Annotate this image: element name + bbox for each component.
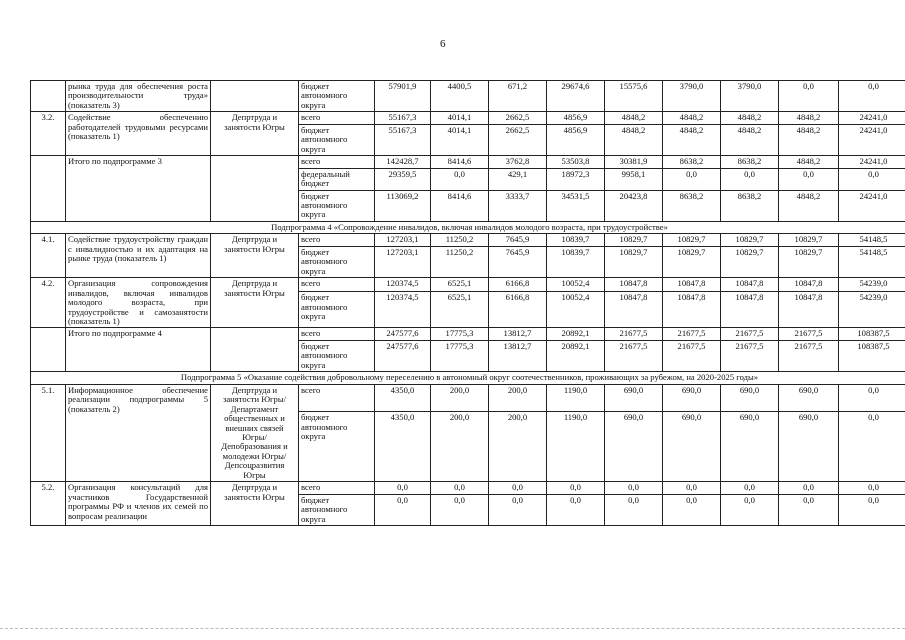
amount-cell: 0,0: [605, 482, 663, 494]
responsible-party: Депртруда и занятости Югры: [211, 112, 299, 156]
table-row: [31, 278, 905, 292]
table-row: [31, 384, 905, 412]
amount-cell: 10847,8: [605, 278, 663, 292]
amount-cell: 4848,2: [605, 124, 663, 155]
amount-cell: 3790,0: [721, 81, 779, 112]
amount-cell: 200,0: [431, 412, 489, 482]
amount-cell: 7645,9: [489, 246, 547, 277]
amount-cell: 17775,3: [431, 340, 489, 371]
page-number: 6: [440, 38, 446, 50]
amount-cell: 108387,5: [839, 340, 905, 371]
amount-cell: 17775,3: [431, 328, 489, 340]
amount-cell: 690,0: [721, 412, 779, 482]
amount-cell: 21677,5: [721, 328, 779, 340]
amount-cell: 4848,2: [663, 112, 721, 124]
amount-cell: 0,0: [779, 482, 839, 494]
amount-cell: 690,0: [779, 384, 839, 412]
table-row: [31, 328, 905, 340]
funding-source: всего: [299, 384, 375, 412]
responsible-party: Депртруда и занятости Югры: [211, 234, 299, 278]
amount-cell: 55167,3: [375, 124, 431, 155]
amount-cell: 120374,5: [375, 278, 431, 292]
amount-cell: 21677,5: [605, 340, 663, 371]
amount-cell: 21677,5: [779, 328, 839, 340]
amount-cell: 0,0: [489, 494, 547, 525]
responsible-party: [211, 328, 299, 372]
item-number: 4.1.: [31, 234, 66, 278]
amount-cell: 0,0: [839, 412, 905, 482]
amount-cell: 10847,8: [605, 292, 663, 328]
amount-cell: 0,0: [489, 482, 547, 494]
funding-source: всего: [299, 234, 375, 246]
amount-cell: 34531,5: [547, 190, 605, 221]
amount-cell: 0,0: [839, 81, 905, 112]
amount-cell: 10829,7: [605, 246, 663, 277]
funding-source: всего: [299, 156, 375, 168]
item-number: 4.2.: [31, 278, 66, 328]
amount-cell: 8414,6: [431, 190, 489, 221]
amount-cell: 8638,2: [663, 156, 721, 168]
amount-cell: 3762,8: [489, 156, 547, 168]
amount-cell: 0,0: [721, 482, 779, 494]
amount-cell: 4848,2: [605, 112, 663, 124]
amount-cell: 24241,0: [839, 112, 905, 124]
amount-cell: 11250,2: [431, 246, 489, 277]
amount-cell: 4848,2: [663, 124, 721, 155]
amount-cell: 20892,1: [547, 340, 605, 371]
amount-cell: 54239,0: [839, 292, 905, 328]
amount-cell: 0,0: [779, 81, 839, 112]
budget-table: [30, 80, 905, 526]
amount-cell: 4848,2: [779, 124, 839, 155]
item-number: 5.1.: [31, 384, 66, 482]
amount-cell: 10829,7: [721, 234, 779, 246]
amount-cell: 6525,1: [431, 292, 489, 328]
activity-name: Содействие обеспечению работодателей трудовыми ресурсами (показатель 1): [66, 112, 211, 156]
amount-cell: 247577,6: [375, 328, 431, 340]
table-row: [31, 81, 905, 112]
funding-source: бюджет автономного округа: [299, 412, 375, 482]
funding-source: всего: [299, 278, 375, 292]
funding-source: бюджет автономного округа: [299, 81, 375, 112]
amount-cell: 6525,1: [431, 278, 489, 292]
amount-cell: 13812,7: [489, 340, 547, 371]
amount-cell: 690,0: [721, 384, 779, 412]
funding-source: бюджет автономного округа: [299, 124, 375, 155]
amount-cell: 15575,6: [605, 81, 663, 112]
amount-cell: 4350,0: [375, 384, 431, 412]
subprogram-header-row: [31, 221, 905, 233]
activity-name: рынка труда для обеспечения роста производительности труда» (показатель 3): [66, 81, 211, 112]
responsible-party: [211, 81, 299, 112]
amount-cell: 11250,2: [431, 234, 489, 246]
amount-cell: 0,0: [839, 384, 905, 412]
amount-cell: 29674,6: [547, 81, 605, 112]
funding-source: бюджет автономного округа: [299, 494, 375, 525]
funding-source: всего: [299, 112, 375, 124]
amount-cell: 429,1: [489, 168, 547, 190]
amount-cell: 4856,9: [547, 112, 605, 124]
amount-cell: 54239,0: [839, 278, 905, 292]
amount-cell: 0,0: [605, 494, 663, 525]
amount-cell: 690,0: [779, 412, 839, 482]
amount-cell: 200,0: [431, 384, 489, 412]
funding-source: федеральный бюджет: [299, 168, 375, 190]
amount-cell: 200,0: [489, 384, 547, 412]
amount-cell: 0,0: [431, 168, 489, 190]
amount-cell: 53503,8: [547, 156, 605, 168]
amount-cell: 10839,7: [547, 234, 605, 246]
amount-cell: 0,0: [547, 494, 605, 525]
amount-cell: 4350,0: [375, 412, 431, 482]
amount-cell: 18972,3: [547, 168, 605, 190]
amount-cell: 55167,3: [375, 112, 431, 124]
item-number: [31, 328, 66, 372]
table-body: [31, 81, 905, 526]
activity-name: Информационное обеспечение реализации подпрограммы 5 (показатель 2): [66, 384, 211, 482]
amount-cell: 0,0: [663, 482, 721, 494]
activity-name: Итого по подпрограмме 4: [66, 328, 211, 372]
subprogram-header-row: [31, 372, 905, 384]
amount-cell: 6166,8: [489, 292, 547, 328]
amount-cell: 10847,8: [721, 292, 779, 328]
amount-cell: 0,0: [547, 482, 605, 494]
amount-cell: 10052,4: [547, 292, 605, 328]
amount-cell: 57901,9: [375, 81, 431, 112]
amount-cell: 20892,1: [547, 328, 605, 340]
activity-name: Итого по подпрограмме 3: [66, 156, 211, 222]
amount-cell: 142428,7: [375, 156, 431, 168]
amount-cell: 127203,1: [375, 234, 431, 246]
amount-cell: 10847,8: [663, 278, 721, 292]
responsible-party: Депртруда и занятости Югры: [211, 278, 299, 328]
amount-cell: 0,0: [721, 494, 779, 525]
amount-cell: 4848,2: [779, 156, 839, 168]
subprogram-title: Подпрограмма 4 «Сопровождение инвалидов, включая инвалидов молодого возраста, при трудоустройстве»: [31, 221, 905, 233]
amount-cell: 24241,0: [839, 156, 905, 168]
subprogram-title: Подпрограмма 5 «Оказание содействия добровольному переселению в автономный округ соотечественников, проживающих за рубежом, на 2020-2025 годы»: [31, 372, 905, 384]
amount-cell: 20423,8: [605, 190, 663, 221]
amount-cell: 10847,8: [779, 278, 839, 292]
amount-cell: 4848,2: [721, 112, 779, 124]
amount-cell: 30381,9: [605, 156, 663, 168]
amount-cell: 690,0: [663, 412, 721, 482]
amount-cell: 0,0: [839, 494, 905, 525]
amount-cell: 21677,5: [779, 340, 839, 371]
funding-source: бюджет автономного округа: [299, 292, 375, 328]
amount-cell: 0,0: [839, 168, 905, 190]
amount-cell: 4400,5: [431, 81, 489, 112]
activity-name: Организация сопровождения инвалидов, включая инвалидов молодого возраста, при трудоустройстве и самозанятости (показатель 1): [66, 278, 211, 328]
amount-cell: 21677,5: [605, 328, 663, 340]
responsible-party: [211, 156, 299, 222]
table-row: [31, 234, 905, 246]
amount-cell: 10839,7: [547, 246, 605, 277]
amount-cell: 8638,2: [663, 190, 721, 221]
funding-source: всего: [299, 328, 375, 340]
amount-cell: 2662,5: [489, 124, 547, 155]
funding-source: бюджет автономного округа: [299, 340, 375, 371]
responsible-party: Депртруда и занятости Югры/ Департамент общественных и внешних связей Югры/Депобразования и молодежи Югры/ Депсоцразвития Югры: [211, 384, 299, 482]
amount-cell: 2662,5: [489, 112, 547, 124]
amount-cell: 24241,0: [839, 124, 905, 155]
amount-cell: 108387,5: [839, 328, 905, 340]
table-row: [31, 482, 905, 494]
amount-cell: 10052,4: [547, 278, 605, 292]
amount-cell: 4014,1: [431, 112, 489, 124]
amount-cell: 8414,6: [431, 156, 489, 168]
amount-cell: 0,0: [839, 482, 905, 494]
amount-cell: 10829,7: [721, 246, 779, 277]
amount-cell: 10829,7: [779, 246, 839, 277]
amount-cell: 21677,5: [721, 340, 779, 371]
amount-cell: 29359,5: [375, 168, 431, 190]
amount-cell: 8638,2: [721, 156, 779, 168]
amount-cell: 4848,2: [721, 124, 779, 155]
amount-cell: 9958,1: [605, 168, 663, 190]
activity-name: Содействие трудоустройству граждан с инвалидностью и их адаптация на рынке труда (показатель 1): [66, 234, 211, 278]
table-row: [31, 156, 905, 168]
table-row: [31, 112, 905, 124]
responsible-party: Депртруда и занятости Югры: [211, 482, 299, 526]
amount-cell: 113069,2: [375, 190, 431, 221]
amount-cell: 10829,7: [779, 234, 839, 246]
amount-cell: 10829,7: [663, 246, 721, 277]
amount-cell: 1190,0: [547, 384, 605, 412]
amount-cell: 3790,0: [663, 81, 721, 112]
amount-cell: 0,0: [663, 168, 721, 190]
amount-cell: 0,0: [375, 494, 431, 525]
amount-cell: 4848,2: [779, 190, 839, 221]
amount-cell: 0,0: [431, 482, 489, 494]
amount-cell: 4848,2: [779, 112, 839, 124]
amount-cell: 1190,0: [547, 412, 605, 482]
amount-cell: 21677,5: [663, 340, 721, 371]
amount-cell: 8638,2: [721, 190, 779, 221]
amount-cell: 0,0: [663, 494, 721, 525]
item-number: [31, 156, 66, 222]
amount-cell: 0,0: [431, 494, 489, 525]
item-number: 3.2.: [31, 112, 66, 156]
amount-cell: 10829,7: [663, 234, 721, 246]
amount-cell: 10847,8: [721, 278, 779, 292]
amount-cell: 3333,7: [489, 190, 547, 221]
amount-cell: 54148,5: [839, 234, 905, 246]
activity-name: Организация консультаций для участников Государственной программы РФ и членов их семей по вопросам реализации: [66, 482, 211, 526]
amount-cell: 54148,5: [839, 246, 905, 277]
amount-cell: 247577,6: [375, 340, 431, 371]
amount-cell: 6166,8: [489, 278, 547, 292]
amount-cell: 690,0: [663, 384, 721, 412]
amount-cell: 4856,9: [547, 124, 605, 155]
amount-cell: 7645,9: [489, 234, 547, 246]
amount-cell: 4014,1: [431, 124, 489, 155]
amount-cell: 13812,7: [489, 328, 547, 340]
amount-cell: 0,0: [721, 168, 779, 190]
item-number: 5.2.: [31, 482, 66, 526]
amount-cell: 200,0: [489, 412, 547, 482]
amount-cell: 21677,5: [663, 328, 721, 340]
amount-cell: 690,0: [605, 412, 663, 482]
amount-cell: 0,0: [779, 168, 839, 190]
funding-source: бюджет автономного округа: [299, 246, 375, 277]
page-bottom-edge: [0, 628, 905, 629]
amount-cell: 10829,7: [605, 234, 663, 246]
funding-source: бюджет автономного округа: [299, 190, 375, 221]
amount-cell: 690,0: [605, 384, 663, 412]
amount-cell: 10847,8: [663, 292, 721, 328]
amount-cell: 671,2: [489, 81, 547, 112]
amount-cell: 127203,1: [375, 246, 431, 277]
amount-cell: 120374,5: [375, 292, 431, 328]
amount-cell: 24241,0: [839, 190, 905, 221]
item-number: [31, 81, 66, 112]
amount-cell: 10847,8: [779, 292, 839, 328]
funding-source: всего: [299, 482, 375, 494]
amount-cell: 0,0: [375, 482, 431, 494]
amount-cell: 0,0: [779, 494, 839, 525]
